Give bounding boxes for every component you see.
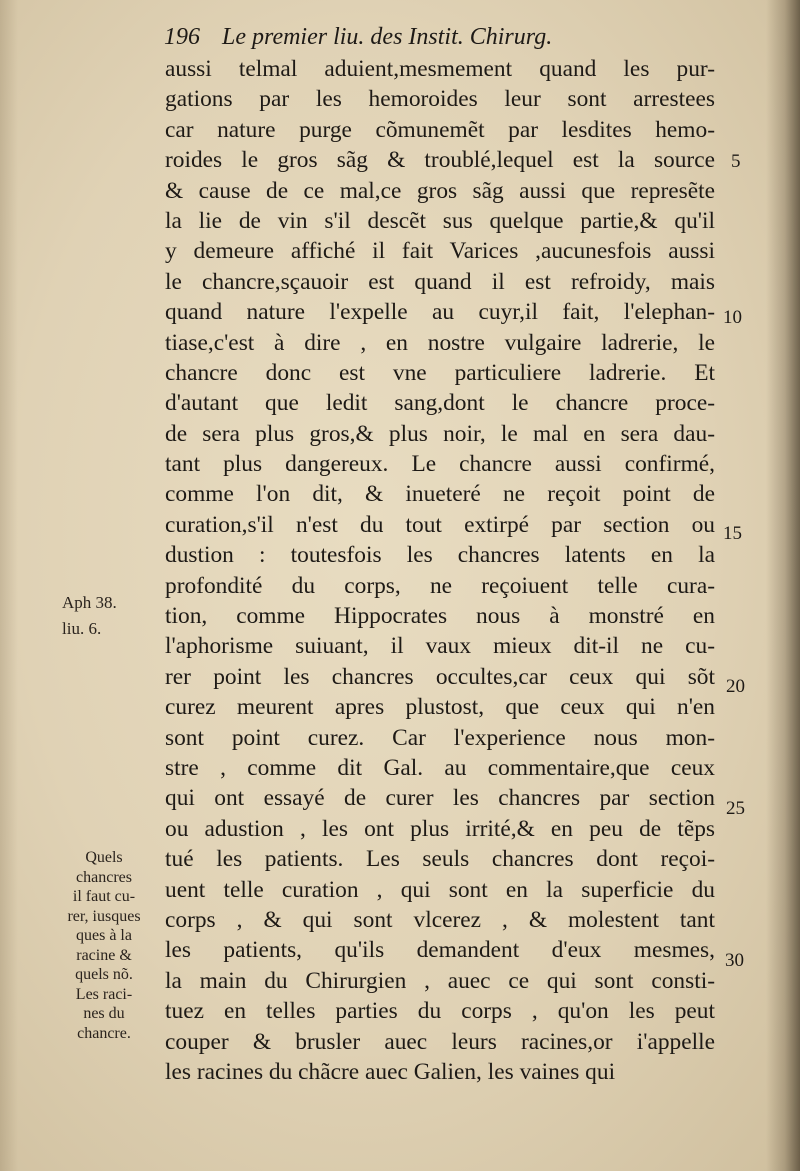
text-line: car nature purge cõmunemẽt par lesdites hemo- [165,116,715,143]
text-line: tuez en telles parties du corps , qu'on les peut [165,998,715,1025]
text-line: aussi telmal aduient,mesmement quand les pur- [165,56,715,82]
text-line: tion, comme Hippocrates nous à monstré en [165,603,715,630]
text-line: uent telle curation , qui sont en la superficie du [165,876,715,903]
text-line: ou adustion , les ont plus irrité,& en peu de tẽps [165,815,715,842]
line-number: 30 [725,950,744,971]
running-title: Le premier liu. des Instit. Chirurg. [222,24,553,50]
marginal-note-line: racine & [76,946,132,964]
text-line: curation,s'il n'est du tout extirpé par section ou [165,511,715,538]
text-line: les racines du chãcre auec Galien, les vaines qui [165,1058,616,1085]
text-line: couper & brusler auec leurs racines,or i'appelle [165,1028,715,1055]
text-line: comme l'on dit, & inueteré ne reçoit point de [165,481,715,508]
marginal-note-line: ques à la [76,927,132,944]
marginal-note-line: Les raci- [75,985,133,1003]
gutter-shadow [766,0,800,1171]
text-line: tué les patients. Les seuls chancres dont reçoi- [165,846,715,873]
page-header [164,22,552,52]
text-line: de sera plus gros,& plus noir, le mal en sera dau- [165,420,715,447]
page-number: 196 [164,24,200,50]
marginal-note-line: chancres [76,868,132,886]
marginal-note-aphorism [62,590,117,642]
marginal-note-line: Quels [85,849,123,866]
line-number: 10 [723,307,742,328]
text-line: tant plus dangereux. Le chancre aussi confirmé, [165,451,715,478]
text-line: stre , comme dit Gal. au commentaire,que ceux [165,754,715,781]
text-line: tiase,c'est à dire , en nostre vulgaire ladrerie, le [165,329,715,356]
marginal-note-line: chancre. [77,1024,131,1042]
text-line: qui ont essayé de curer les chancres par section [165,785,715,812]
text-line: la main du Chirurgien , auec ce qui sont consti- [165,967,715,994]
line-number: 25 [726,798,745,819]
marginal-note-line: nes du [83,1005,125,1022]
text-line: gations par les hemoroides leur sont arrestees [165,86,715,113]
text-line: y demeure affiché il fait Varices ,aucunesfois aussi [165,238,715,265]
text-line: d'autant que ledit sang,dont le chancre proce- [165,390,715,417]
text-line: profondité du corps, ne reçoiuent telle cura- [165,572,715,599]
marginal-note-line: quels nõ. [75,966,133,983]
text-line: le chancre,sçauoir est quand il est refroidy, mais [165,268,715,295]
text-line: la lie de vin s'il descẽt sus quelque partie,& qu'il [165,207,715,234]
line-number: 5 [731,151,741,172]
text-line: roides le gros sãg & troublé,lequel est la source [165,147,715,174]
text-line: sont point curez. Car l'experience nous mon- [165,724,715,751]
text-line: chancre donc est vne particuliere ladrerie. Et [165,359,715,386]
page-left-edge [0,0,18,1171]
text-line: rer point les chancres occultes,car ceux qui sõt [165,663,715,690]
marginal-note-line: liu. 6. [62,619,102,638]
text-line: quand nature l'expelle au cuyr,il fait, l'elephan- [165,299,715,326]
marginal-note-quels [54,848,154,1043]
marginal-note-line: rer, iusques [67,907,141,925]
text-line: dustion : toutesfois les chancres latents en la [165,542,715,569]
marginal-note-line: il faut cu- [72,888,136,905]
text-line: l'aphorisme suiuant, il vaux mieux dit-il ne cu- [165,633,715,660]
main-text-block [165,54,715,1087]
line-number: 20 [726,676,745,697]
text-line: & cause de ce mal,ce gros sãg aussi que represẽte [165,177,715,204]
text-line: les patients, qu'ils demandent d'eux mesmes, [165,937,715,964]
marginal-note-line: Aph 38. [62,593,117,612]
text-line: corps , & qui sont vlcerez , & molestent tant [165,906,715,933]
text-line: curez meurent apres plustost, que ceux qui n'en [165,694,715,721]
line-number: 15 [723,523,742,544]
